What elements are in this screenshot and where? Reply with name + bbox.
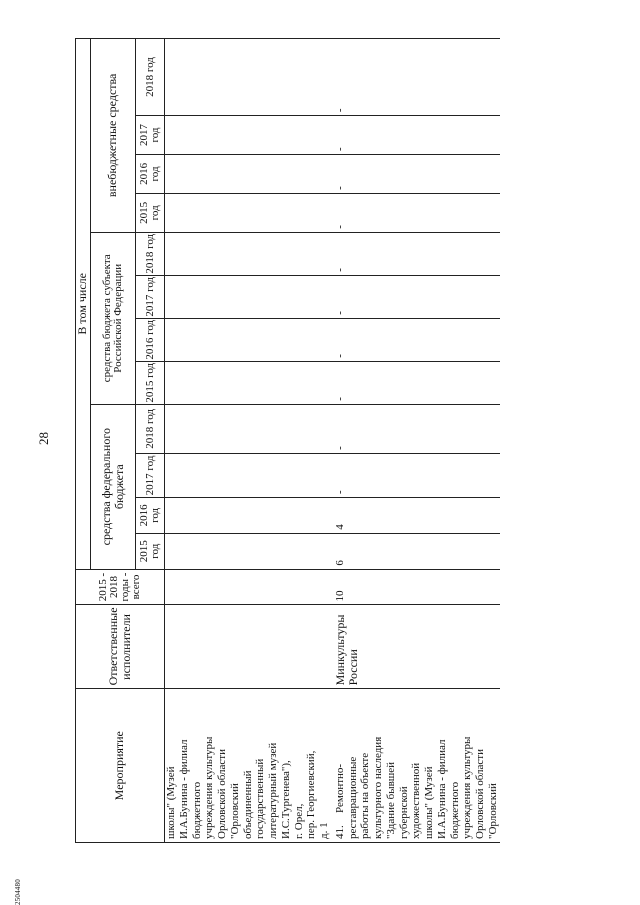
header-including: В том числе — [76, 39, 91, 570]
federal-value: - — [331, 453, 500, 497]
extra-value: - — [331, 39, 500, 116]
header-regional: средства бюджета субъекта Российской Федерации — [91, 232, 136, 404]
extra-value — [165, 154, 331, 193]
row-number: 41. — [333, 825, 346, 839]
regional-value: - — [331, 361, 500, 404]
federal-value — [165, 533, 331, 569]
event-cell: школы" (Музей И.А.Бунина - филиал бюджетного учреждения культуры Орловской области "Орловский объединенный государственный литературный музей И.С.Тургенева"), г. Орел, пер. Георгиевский, д. 1 — [165, 689, 331, 843]
header-year: 2015 год — [136, 361, 165, 404]
regional-value: - — [331, 232, 500, 275]
regional-value — [165, 361, 331, 404]
regional-value: - — [331, 275, 500, 318]
header-executors: Ответственные исполнители — [76, 605, 165, 689]
total-cell: 10 — [331, 569, 500, 605]
header-year: 2018 год — [136, 404, 165, 453]
federal-value — [165, 453, 331, 497]
table-row — [165, 39, 331, 843]
federal-value — [165, 497, 331, 533]
header-federal: средства федерального бюджета — [91, 404, 136, 569]
event-cell — [331, 689, 500, 843]
header-year: 2017 год — [136, 453, 165, 497]
header-year: 2017 год — [136, 116, 165, 155]
header-year: 2016 год — [136, 497, 165, 533]
table-row — [331, 39, 500, 843]
extra-value — [165, 39, 331, 116]
header-year: 2017 год — [136, 275, 165, 318]
total-cell — [165, 569, 331, 605]
regional-value — [165, 232, 331, 275]
executor-cell: Минкультуры России — [331, 605, 500, 689]
document-id: 2504480 — [14, 879, 22, 905]
regional-value — [165, 275, 331, 318]
page-number: 28 — [36, 432, 51, 445]
table-region — [75, 38, 640, 839]
header-year: 2018 год — [136, 232, 165, 275]
header-year: 2016 год — [136, 154, 165, 193]
extra-value: - — [331, 116, 500, 155]
header-year: 2016 год — [136, 318, 165, 361]
header-total: 2015 - 2018 годы - всего — [76, 569, 165, 605]
event-text: Ремонтно- реставрационные работы на объекте культурного наследия "Здание бывшей губернской художественной школы" (Музей И.А.Бунина - филиал бюджетного учреждения культуры Орловской области "Орловский — [333, 736, 499, 839]
regional-value: - — [331, 318, 500, 361]
program-table — [75, 38, 500, 843]
header-extrabudgetary: внебюджетные средства — [91, 39, 136, 233]
executor-cell — [165, 605, 331, 689]
extra-value — [165, 193, 331, 232]
header-year: 2018 год — [136, 39, 165, 116]
header-year: 2015 год — [136, 193, 165, 232]
header-event: Мероприятие — [76, 689, 165, 843]
federal-value — [165, 404, 331, 453]
regional-value — [165, 318, 331, 361]
rotated-table — [75, 38, 500, 843]
federal-value: - — [331, 404, 500, 453]
extra-value — [165, 116, 331, 155]
federal-value: 6 — [331, 533, 500, 569]
federal-value: 4 — [331, 497, 500, 533]
extra-value: - — [331, 154, 500, 193]
extra-value: - — [331, 193, 500, 232]
header-year: 2015 год — [136, 533, 165, 569]
